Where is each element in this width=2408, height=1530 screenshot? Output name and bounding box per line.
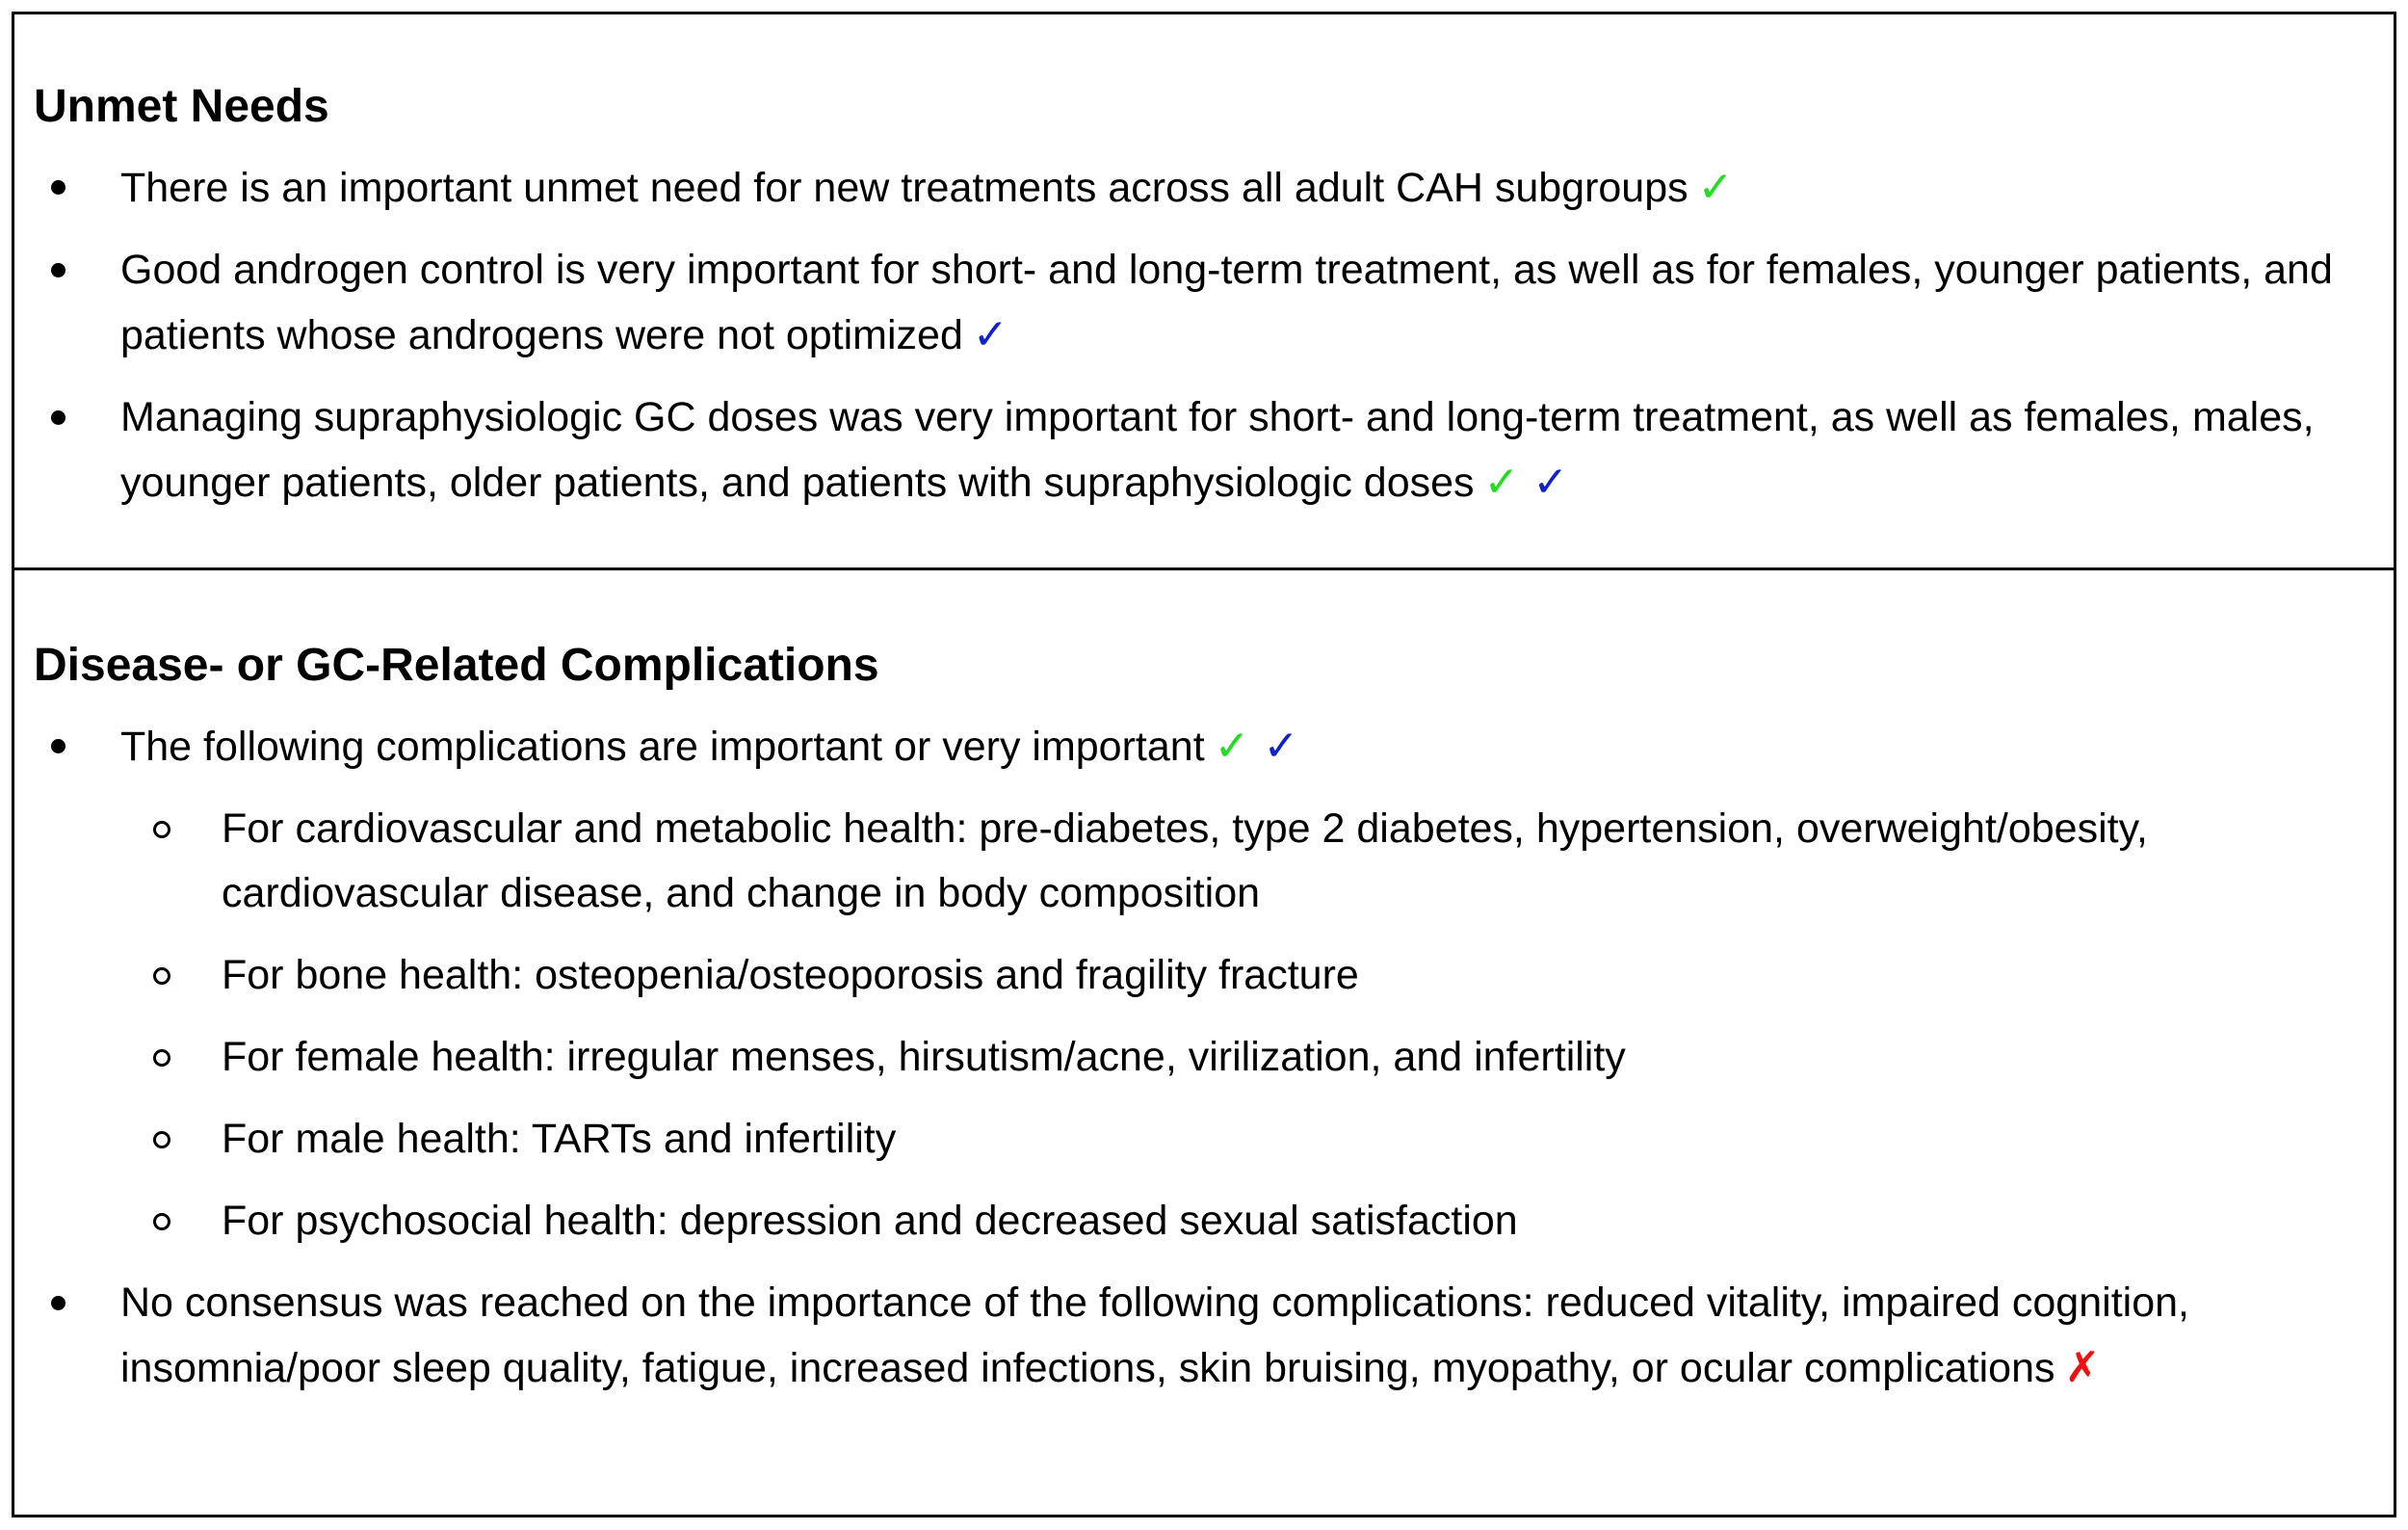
list-item: [34, 238, 2370, 368]
red-cross-icon: ✗: [2064, 1343, 2101, 1392]
list-item-text: No consensus was reached on the importance of the following complications: reduced vitality, impaired cognition, insomnia/poor sleep quality, fatigue, increased infections, skin bruising, myopathy, or ocular complications: [120, 1279, 2189, 1391]
list-item-text: Good androgen control is very important for short- and long-term treatment, as well as for females, younger patients, and patients whose androgens were not optimized: [120, 247, 2333, 358]
section-complications: [14, 573, 2394, 1515]
section-unmet-needs: [14, 14, 2394, 570]
section-heading: Disease- or GC-Related Complications: [34, 640, 879, 691]
list-item-text: Managing supraphysiologic GC doses was very important for short- and long-term treatment, as well as females, males, younger patients, older patients, and patients with supraphysiologic doses: [120, 394, 2315, 506]
green-check-icon: ✓: [1483, 458, 1520, 507]
section-heading: Unmet Needs: [34, 81, 329, 132]
bullet-list: [34, 714, 2370, 1401]
list-item: [34, 1271, 2370, 1401]
sub-list-item: For cardiovascular and metabolic health: pre-diabetes, type 2 diabetes, hypertension, overweight/obesity, cardiovascular disease, and change in body composition: [120, 797, 2370, 926]
blue-check-icon: ✓: [1532, 458, 1569, 507]
summary-table: [12, 12, 2396, 1517]
list-item-text: There is an important unmet need for new treatments across all adult CAH subgroups: [120, 165, 1688, 211]
green-check-icon: ✓: [1214, 722, 1250, 771]
green-check-icon: ✓: [1697, 163, 1734, 212]
list-item: [34, 385, 2370, 515]
list-item-text: The following complications are important or very important: [120, 724, 1205, 770]
sub-list-item: For male health: TARTs and infertility: [120, 1107, 2370, 1172]
blue-check-icon: ✓: [1263, 722, 1299, 771]
bullet-list: [34, 155, 2370, 515]
list-item: [34, 155, 2370, 221]
sub-list: [120, 797, 2370, 1253]
sub-list-item: For female health: irregular menses, hirsutism/acne, virilization, and infertility: [120, 1025, 2370, 1090]
sub-list-item: For bone health: osteopenia/osteoporosis and fragility fracture: [120, 943, 2370, 1008]
sub-list-item: For psychosocial health: depression and decreased sexual satisfaction: [120, 1189, 2370, 1253]
list-item: [34, 714, 2370, 1253]
blue-check-icon: ✓: [972, 310, 1008, 359]
